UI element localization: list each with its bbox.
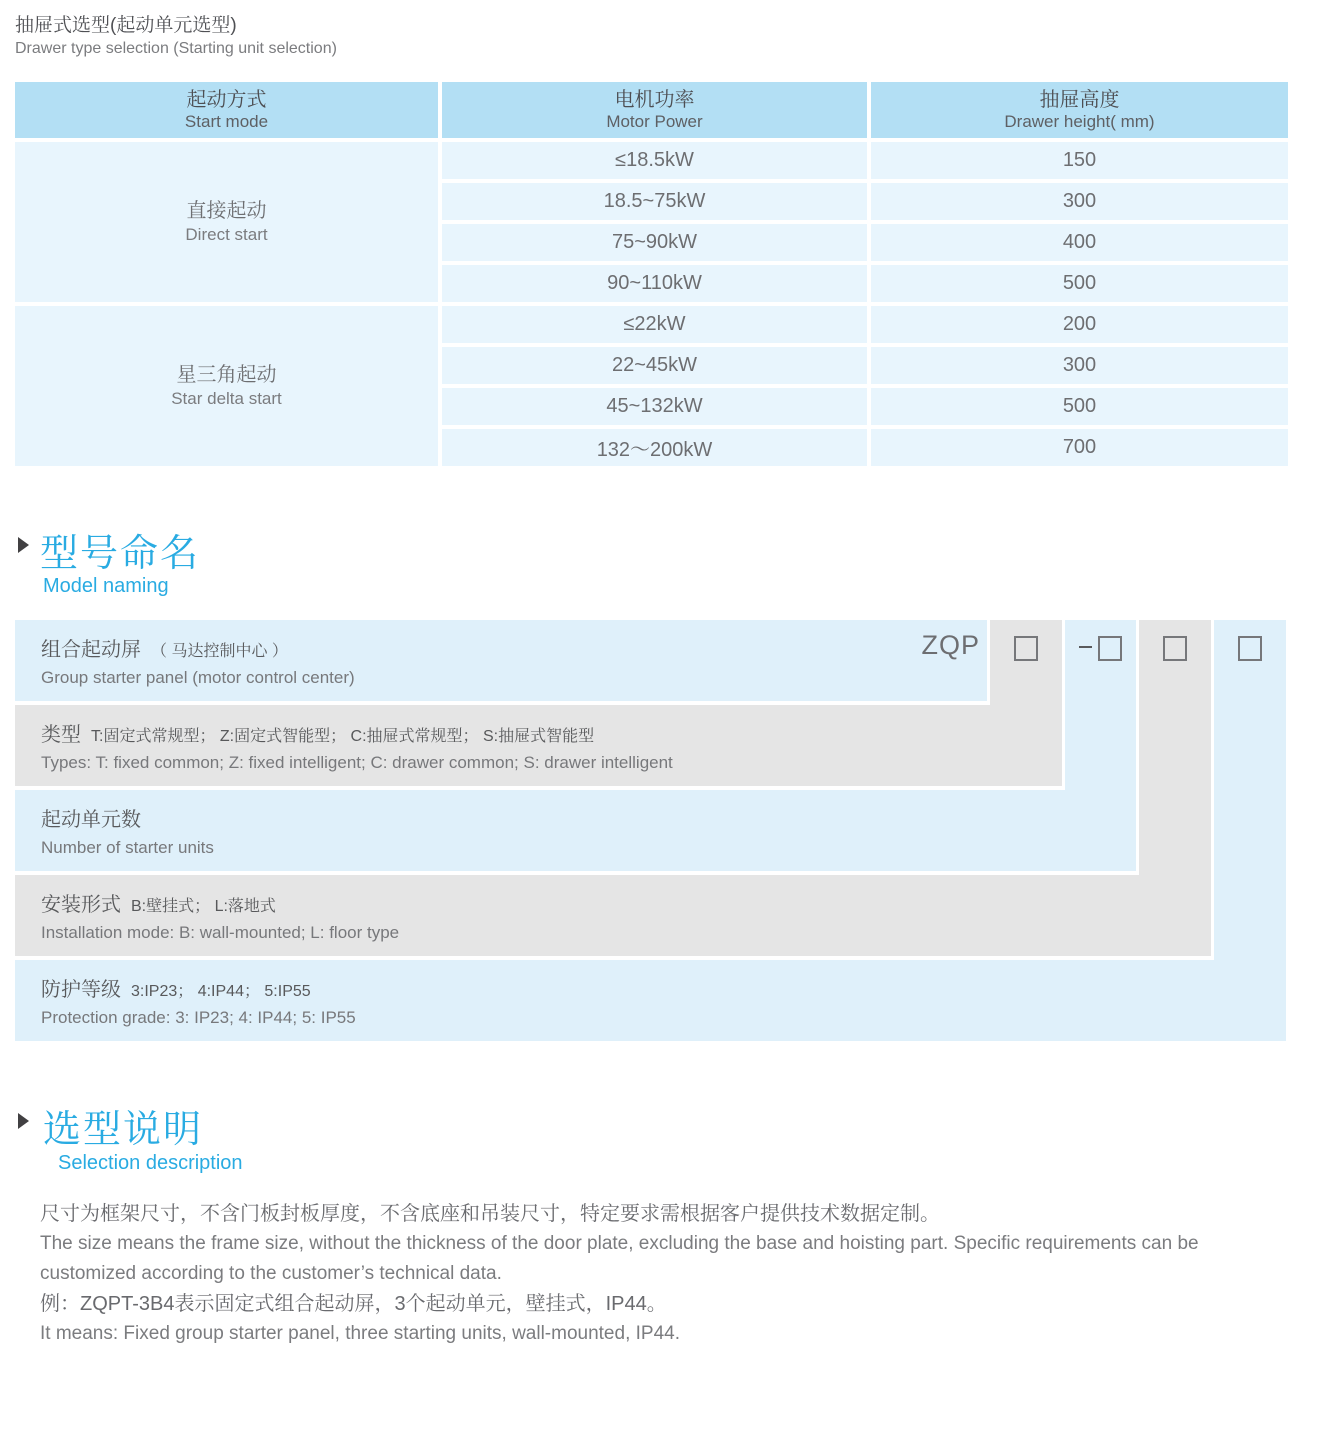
- band-detail-zh: （ 马达控制中心 ）: [151, 643, 288, 660]
- band-number-of-units: [15, 790, 1136, 871]
- size-note-en: The size means the frame size, without the thickness of the door plate, excluding the base and hoisting part. Specific requirements can be customized according to the customer’s technical data.: [40, 1233, 1199, 1284]
- code-column-protection: [1214, 620, 1286, 1041]
- mode-zh: 星三角起动: [176, 364, 277, 386]
- placeholder-box-icon: [1098, 636, 1122, 661]
- header-zh: 电机功率: [614, 89, 695, 111]
- power-cell: 75~90kW: [442, 224, 867, 261]
- section-bullet-icon: [18, 537, 29, 553]
- band-detail-zh: 3:IP23； 4:IP44； 5:IP55: [131, 983, 311, 1000]
- placeholder-box-icon: [1238, 636, 1262, 661]
- band-protection-grade: [15, 960, 1286, 1041]
- start-mode-direct-cell: [15, 142, 438, 302]
- band-label-en: Types: T: fixed common; Z: fixed intelligent; C: drawer common; S: drawer intelligent: [41, 753, 673, 772]
- band-installation-mode: [15, 875, 1211, 956]
- model-code-prefix: ZQP: [921, 630, 980, 660]
- band-detail-zh: B:壁挂式； L:落地式: [131, 898, 276, 915]
- band-label-zh: 类型: [41, 724, 81, 746]
- mode-en: Direct start: [185, 225, 268, 244]
- power-cell: 45~132kW: [442, 388, 867, 425]
- page-title: 抽屉式选型(起动单元选型): [15, 15, 237, 36]
- band-label-en: Number of starter units: [41, 838, 214, 857]
- height-cell: 400: [871, 224, 1288, 261]
- band-group-starter-panel: [15, 620, 987, 701]
- example-en: It means: Fixed group starter panel, three starting units, wall-mounted, IP44.: [40, 1323, 680, 1344]
- header-zh: 起动方式: [186, 89, 267, 111]
- section-title-zh: 选型说明: [43, 1109, 204, 1151]
- placeholder-box-icon: [1014, 636, 1038, 661]
- band-label-en: Installation mode: B: wall-mounted; L: floor type: [41, 923, 400, 942]
- band-label-zh: 安装形式: [41, 894, 121, 916]
- size-note-zh: 尺寸为框架尺寸，不含门板封板厚度，不含底座和吊装尺寸，特定要求需根据客户提供技术数据定制。: [40, 1203, 940, 1225]
- code-column-type: [990, 620, 1062, 786]
- code-column-units: [1065, 620, 1136, 871]
- table-header-drawer-height: [871, 82, 1288, 138]
- section-title-zh: 型号命名: [40, 533, 201, 575]
- page-subtitle: Drawer type selection (Starting unit selection): [15, 40, 337, 57]
- band-label-zh: 起动单元数: [41, 809, 141, 831]
- height-cell: 500: [871, 265, 1288, 302]
- power-cell: ≤22kW: [442, 306, 867, 343]
- example-zh: 例：ZQPT-3B4表示固定式组合起动屏，3个起动单元，壁挂式，IP44。: [40, 1293, 667, 1315]
- section-title-en: Model naming: [43, 575, 169, 597]
- mode-zh: 直接起动: [186, 200, 267, 222]
- drawer-selection-table: [15, 82, 1288, 466]
- power-cell: ≤18.5kW: [442, 142, 867, 179]
- band-types: [15, 705, 1062, 786]
- band-detail-zh: T:固定式常规型； Z:固定式智能型； C:抽屉式常规型； S:抽屉式智能型: [91, 728, 595, 745]
- band-label-zh: 组合起动屏: [41, 639, 141, 661]
- height-cell: 300: [871, 183, 1288, 220]
- mode-en: Star delta start: [171, 389, 282, 408]
- table-header-start-mode: [15, 82, 438, 138]
- height-cell: 150: [871, 142, 1288, 179]
- power-cell: 132～200kW: [442, 429, 867, 466]
- header-zh: 抽屉高度: [1039, 89, 1120, 111]
- height-cell: 200: [871, 306, 1288, 343]
- power-cell: 90~110kW: [442, 265, 867, 302]
- model-naming-diagram: [15, 620, 1286, 1041]
- power-cell: 22~45kW: [442, 347, 867, 384]
- band-label-en: Group starter panel (motor control center): [41, 668, 355, 687]
- header-en: Motor Power: [606, 112, 703, 131]
- section-bullet-icon: [18, 1113, 29, 1129]
- height-cell: 700: [871, 429, 1288, 466]
- code-column-installation: [1139, 620, 1211, 956]
- header-en: Drawer height( mm): [1004, 112, 1155, 131]
- selection-description-text: [40, 1199, 1292, 1349]
- band-label-zh: 防护等级: [41, 979, 121, 1001]
- placeholder-box-icon: [1163, 636, 1187, 661]
- model-code-dash: [1079, 646, 1092, 648]
- power-cell: 18.5~75kW: [442, 183, 867, 220]
- height-cell: 300: [871, 347, 1288, 384]
- section-title-en: Selection description: [58, 1152, 243, 1174]
- header-en: Start mode: [184, 112, 269, 131]
- height-cell: 500: [871, 388, 1288, 425]
- table-header-motor-power: [442, 82, 867, 138]
- band-label-en: Protection grade: 3: IP23; 4: IP44; 5: IP55: [41, 1008, 356, 1027]
- start-mode-star-delta-cell: [15, 306, 438, 466]
